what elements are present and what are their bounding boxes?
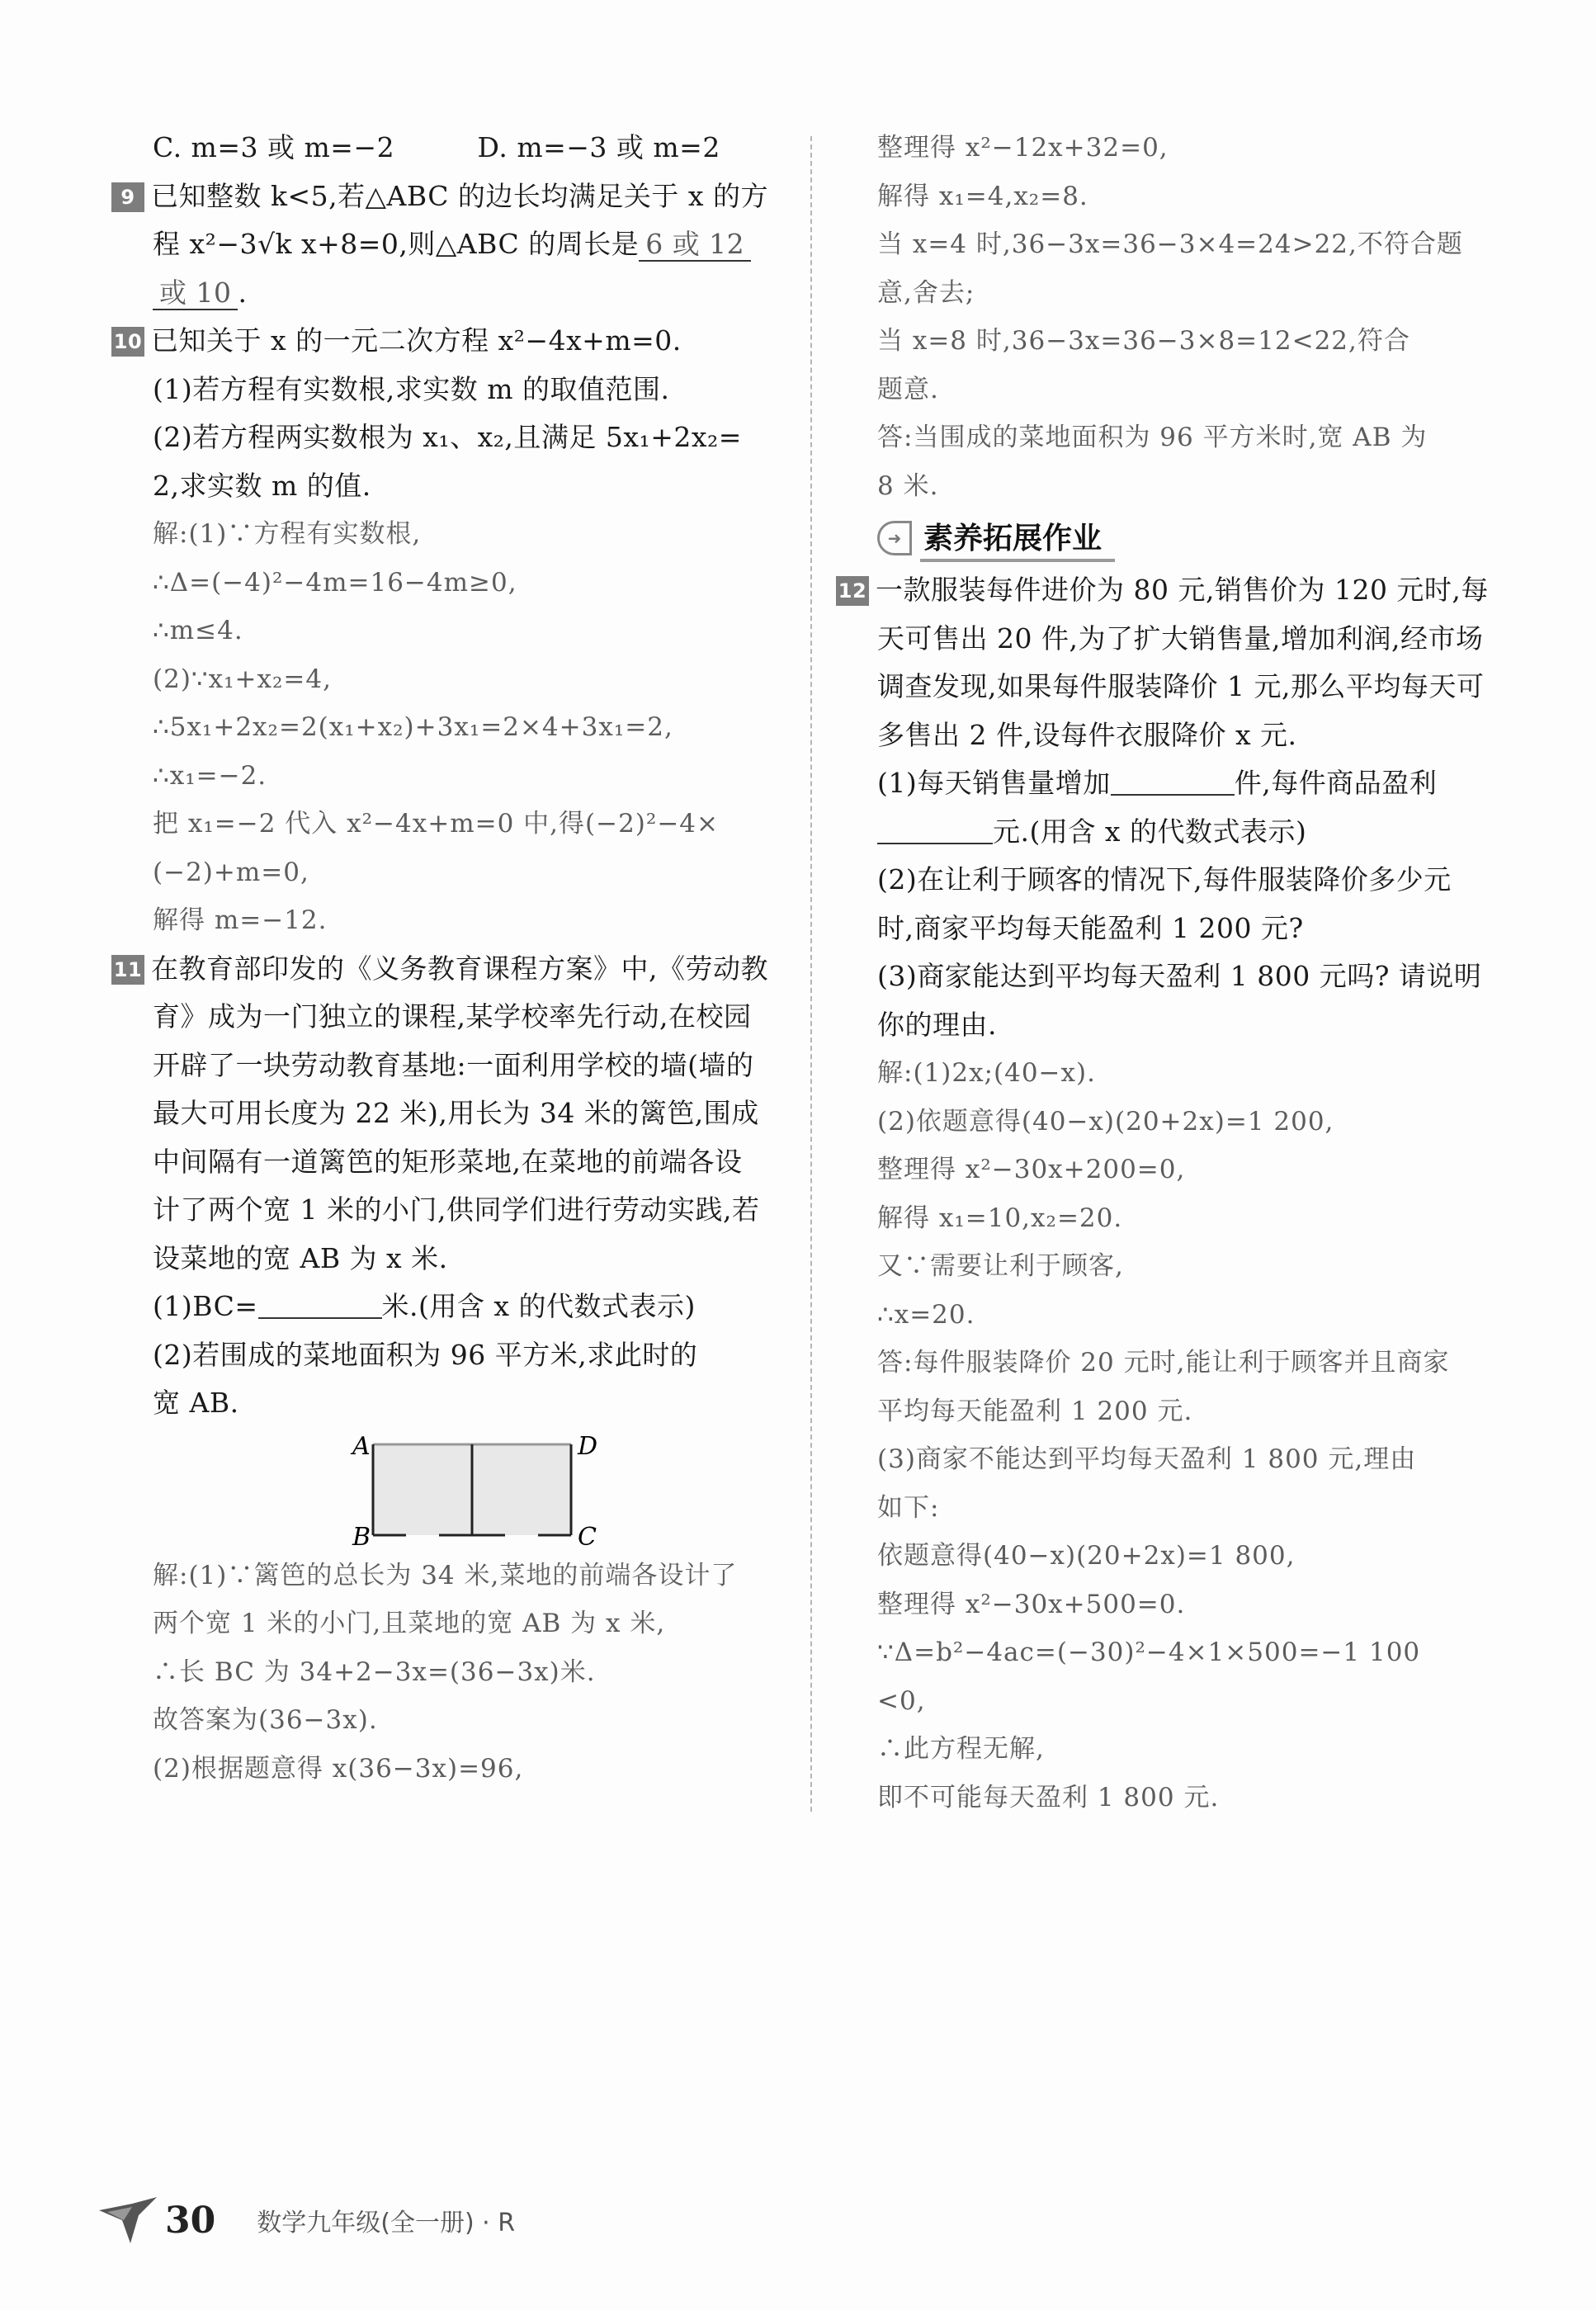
section-title: 素养拓展作业 [920,515,1115,562]
q10-solution-line: ∴m≤4. [153,616,243,645]
q12-solution-line: 平均每天能盈利 1 200 元. [877,1396,1193,1426]
q9-line [111,172,796,221]
q11-line: 最大可用长度为 22 米),用长为 34 米的篱笆,围成 [153,1097,759,1129]
q9-text: 已知整数 k<5,若△ABC 的边长均满足关于 x 的方 [151,179,769,212]
q11-solution-line: 解得 x₁=4,x₂=8. [877,181,1088,211]
q10-solution-line: 解得 m=−12. [153,905,328,935]
q10-line [111,317,796,366]
column-divider [810,136,812,1812]
q12-solution-line: 又∵需要让利于顾客, [877,1251,1124,1281]
q12-solution-line: 解得 x₁=10,x₂=20. [877,1203,1123,1233]
q9-line [111,269,796,318]
q11-solution-line: 8 米. [877,470,939,501]
q8-options: C. m=3 或 m=−2 D. m=−3 或 m=2 [153,131,720,163]
arrow-icon: ➜ [877,521,912,555]
q11-solution-line: 当 x=8 时,36−3x=36−3×8=12<22,符合 [877,326,1410,356]
right-column [838,124,1521,1822]
q11-line: 计了两个宽 1 米的小门,供同学们进行劳动实践,若 [153,1193,760,1226]
q12-part2: (2)在让利于顾客的情况下,每件服装降价多少元 [877,863,1452,896]
q11-line [111,945,796,994]
q11-line: 中间隔有一道篱笆的矩形菜地,在菜地的前端各设 [153,1145,743,1178]
q10-solution-line: 把 x₁=−2 代入 x²−4x+m=0 中,得(−2)²−4× [153,809,719,839]
garden-diagram [111,1428,796,1552]
q10-solution-line: ∴x₁=−2. [153,760,267,791]
q12-solution-line: 依题意得(40−x)(20+2x)=1 800, [877,1541,1296,1571]
q11-solution-line: (2)根据题意得 x(36−3x)=96, [153,1753,524,1784]
q11-solution-line: 当 x=4 时,36−3x=36−3×4=24>22,不符合题 [877,229,1463,259]
q12-solution-line: <0, [877,1685,926,1716]
page-number: 30 [165,2199,216,2242]
q11-line: 开辟了一块劳动教育基地:一面利用学校的墙(墙的 [153,1048,754,1081]
q11-line: 设菜地的宽 AB 为 x 米. [153,1241,448,1274]
q12-part2: 时,商家平均每天能盈利 1 200 元? [877,911,1304,944]
q12-solution-line: 即不可能每天盈利 1 800 元. [877,1782,1220,1812]
q12-solution-line: (2)依题意得(40−x)(20+2x)=1 200, [877,1106,1334,1137]
bird-logo-icon [99,2195,157,2245]
section-header [877,513,1521,563]
q11-text: 在教育部印发的《义务教育课程方案》中,《劳动教 [151,952,768,985]
left-column [111,124,796,1793]
q12-line [836,566,1521,615]
q12-part3: 你的理由. [877,1008,997,1041]
q9-answer-fill: 或 10 [153,276,238,310]
q9-text: 程 x²−3√k x+8=0,则△ABC 的周长是 [153,228,640,260]
q10-solution-line: ∴Δ=(−4)²−4m=16−4m≥0, [153,567,517,598]
q11-text: (1)BC= [153,1290,258,1322]
page-footer [99,2195,515,2245]
q10-text: 已知关于 x 的一元二次方程 x²−4x+m=0. [151,324,682,357]
vertex-label-d: D [578,1431,598,1461]
q10-line: (2)若方程两实数根为 x₁、x₂,且满足 5x₁+2x₂= [153,421,742,453]
question-number-badge: 12 [836,576,869,606]
book-title: 数学九年级(全一册) · R [257,2209,516,2238]
q10-solution-line: (2)∵x₁+x₂=4, [153,664,332,694]
q12-solution-line: ∴此方程无解, [877,1734,1045,1764]
q12-part3: (3)商家能达到平均每天盈利 1 800 元吗? 请说明 [877,960,1482,992]
vertex-label-c: C [578,1522,597,1552]
q10-solution-line: (−2)+m=0, [153,857,309,887]
q11-solution-line: 意,舍去; [877,277,975,308]
q11-solution-line: 故答案为(36−3x). [153,1705,378,1735]
q9-line [111,220,796,269]
q9-text: . [238,276,248,309]
q11-text: 米.(用含 x 的代数式表示) [381,1290,696,1322]
q12-text: 元.(用含 x 的代数式表示) [993,815,1307,848]
q12-solution-line: 整理得 x²−30x+500=0. [877,1589,1186,1619]
q12-part1 [877,759,1521,808]
q11-solution-line: 解:(1)∵篱笆的总长为 34 米,菜地的前端各设计了 [153,1560,738,1590]
q10-line: (1)若方程有实数根,求实数 m 的取值范围. [153,372,670,405]
q11-part2: (2)若围成的菜地面积为 96 平方米,求此时的 [153,1338,698,1371]
q12-solution-line: ∴x=20. [877,1299,975,1330]
garden-figure [111,1428,796,1552]
q11-solution-line: 两个宽 1 米的小门,且菜地的宽 AB 为 x 米, [153,1609,666,1638]
answer-blank[interactable] [258,1294,382,1319]
q11-solution-line: ∴长 BC 为 34+2−3x=(36−3x)米. [153,1656,596,1687]
q10-solution-line: 解:(1)∵方程有实数根, [153,519,422,549]
vertex-label-b: B [352,1522,371,1552]
answer-blank[interactable] [877,820,993,844]
q12-line: 调查发现,如果每件服装降价 1 元,那么平均每天可 [877,670,1485,702]
q12-solution-line: 解:(1)2x;(40−x). [877,1058,1096,1088]
q12-solution-line: 答:每件服装降价 20 元时,能让利于顾客并且商家 [877,1348,1450,1378]
q12-solution-line: ∵Δ=b²−4ac=(−30)²−4×1×500=−1 100 [877,1638,1421,1667]
question-number-badge: 11 [111,955,144,985]
q12-line: 多售出 2 件,设每件衣服降价 x 元. [877,718,1297,751]
q12-text: 件,每件商品盈利 [1234,767,1438,799]
q12-text: 一款服装每件进价为 80 元,销售价为 120 元时,每 [876,574,1489,606]
q12-solution-line: 如下: [877,1492,940,1523]
question-number-badge: 9 [111,182,144,212]
q10-solution-line: ∴5x₁+2x₂=2(x₁+x₂)+3x₁=2×4+3x₁=2, [153,712,673,742]
q11-part2: 宽 AB. [153,1387,239,1419]
q11-solution-line: 答:当围成的菜地面积为 96 平方米时,宽 AB 为 [877,423,1428,452]
q12-text: (1)每天销售量增加 [877,767,1111,799]
q11-solution-line: 整理得 x²−12x+32=0, [877,133,1169,163]
q12-solution-line: (3)商家不能达到平均每天盈利 1 800 元,理由 [877,1444,1417,1474]
answer-blank[interactable] [1111,771,1235,796]
q11-solution-line: 题意. [877,374,939,404]
q11-part1 [111,1283,796,1331]
q9-answer-fill: 6 或 12 [639,228,751,262]
q12-part1 [877,808,1521,857]
vertex-label-a: A [352,1431,371,1461]
q10-line: 2,求实数 m 的值. [153,469,371,502]
question-number-badge: 10 [111,327,144,357]
q11-line: 育》成为一门独立的课程,某学校率先行动,在校园 [153,1000,752,1033]
q12-line: 天可售出 20 件,为了扩大销售量,增加利润,经市场 [877,621,1484,655]
q12-solution-line: 整理得 x²−30x+200=0, [877,1155,1186,1184]
